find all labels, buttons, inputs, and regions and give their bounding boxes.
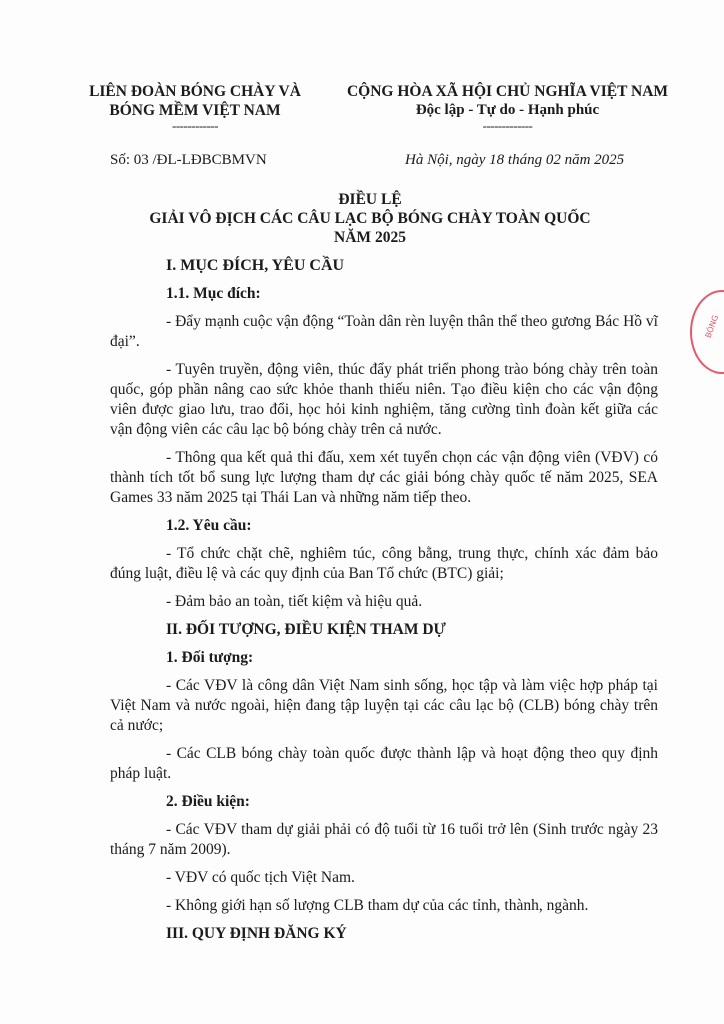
national-title: CỘNG HÒA XÃ HỘI CHỦ NGHĨA VIỆT NAM — [346, 83, 669, 100]
section-3-heading: III. QUY ĐỊNH ĐĂNG KÝ — [166, 925, 347, 942]
paragraph: - Không giới hạn số lượng CLB tham dự của các tỉnh, thành, ngành. — [166, 897, 589, 914]
seal-text: BÓNG — [703, 313, 721, 340]
org-divider: ------------ — [172, 118, 218, 133]
section-2-2-heading: 2. Điều kiện: — [166, 793, 250, 810]
document-number: Số: 03 /ĐL-LĐBCBMVN — [110, 152, 267, 168]
paragraph: - Tuyên truyền, động viên, thúc đẩy phát triển phong trào bóng chày trên toàn quốc, góp phần nâng cao sức khỏe thanh thiếu niên. Tạo điều kiện cho các vận động viên được giao lưu, trao đổi, học hỏi kinh nghiệm, tăng cường tình đoàn kết giữa các vận động viên các câu lạc bộ bóng chày trên cả nước. — [110, 361, 658, 438]
national-header — [330, 82, 685, 132]
title-line3: NĂM 2025 — [334, 229, 406, 246]
section-2-heading: II. ĐỐI TƯỢNG, ĐIỀU KIỆN THAM DỰ — [166, 621, 446, 638]
paragraph: - Các CLB bóng chày toàn quốc được thành lập và hoạt động theo quy định pháp luật. — [110, 745, 658, 782]
section-2-1-heading: 1. Đối tượng: — [166, 649, 254, 666]
paragraph: - Thông qua kết quả thi đấu, xem xét tuyển chọn các vận động viên (VĐV) có thành tích tốt bổ sung lực lượng tham dự các giải bóng chày quốc tế năm 2025, SEA Games 33 năm 2025 tại Thái Lan và những năm tiếp theo. — [110, 449, 658, 506]
paragraph: - Các VĐV tham dự giải phải có độ tuổi từ 16 tuổi trở lên (Sinh trước ngày 23 tháng 7 năm 2009). — [110, 821, 658, 858]
title-line1: ĐIỀU LỆ — [338, 191, 402, 208]
section-1-heading: I. MỤC ĐÍCH, YÊU CẦU — [166, 257, 345, 274]
paragraph: - Tổ chức chặt chẽ, nghiêm túc, công bằng, trung thực, chính xác đảm bảo đúng luật, điều lệ và các quy định của Ban Tổ chức (BTC) giải; — [110, 545, 658, 582]
national-motto: Độc lập - Tự do - Hạnh phúc — [415, 102, 600, 118]
title-line2: GIẢI VÔ ĐỊCH CÁC CÂU LẠC BỘ BÓNG CHÀY TOÀN QUỐC — [149, 210, 591, 227]
date-line: Hà Nội, ngày 18 tháng 02 năm 2025 — [405, 152, 625, 168]
paragraph: - Đẩy mạnh cuộc vận động “Toàn dân rèn luyện thân thể theo gương Bác Hồ vĩ đại”. — [110, 313, 658, 350]
org-name-line1: LIÊN ĐOÀN BÓNG CHÀY VÀ — [89, 83, 301, 100]
red-seal-stamp — [690, 290, 724, 374]
national-divider: ------------- — [482, 118, 533, 133]
section-1-1-heading: 1.1. Mục đích: — [166, 285, 261, 302]
org-name-line2: BÓNG MỀM VIỆT NAM — [109, 102, 281, 119]
issuing-organization — [70, 82, 320, 132]
section-1-2-heading: 1.2. Yêu cầu: — [166, 517, 252, 534]
paragraph: - VĐV có quốc tịch Việt Nam. — [166, 869, 355, 886]
document-title — [90, 190, 650, 247]
paragraph: - Các VĐV là công dân Việt Nam sinh sống, học tập và làm việc hợp pháp tại Việt Nam và nước ngoài, hiện đang tập luyện tại các câu lạc bộ (CLB) bóng chày trên cả nước; — [110, 677, 658, 734]
document-body — [110, 256, 658, 952]
paragraph: - Đảm bảo an toàn, tiết kiệm và hiệu quả. — [166, 593, 423, 610]
